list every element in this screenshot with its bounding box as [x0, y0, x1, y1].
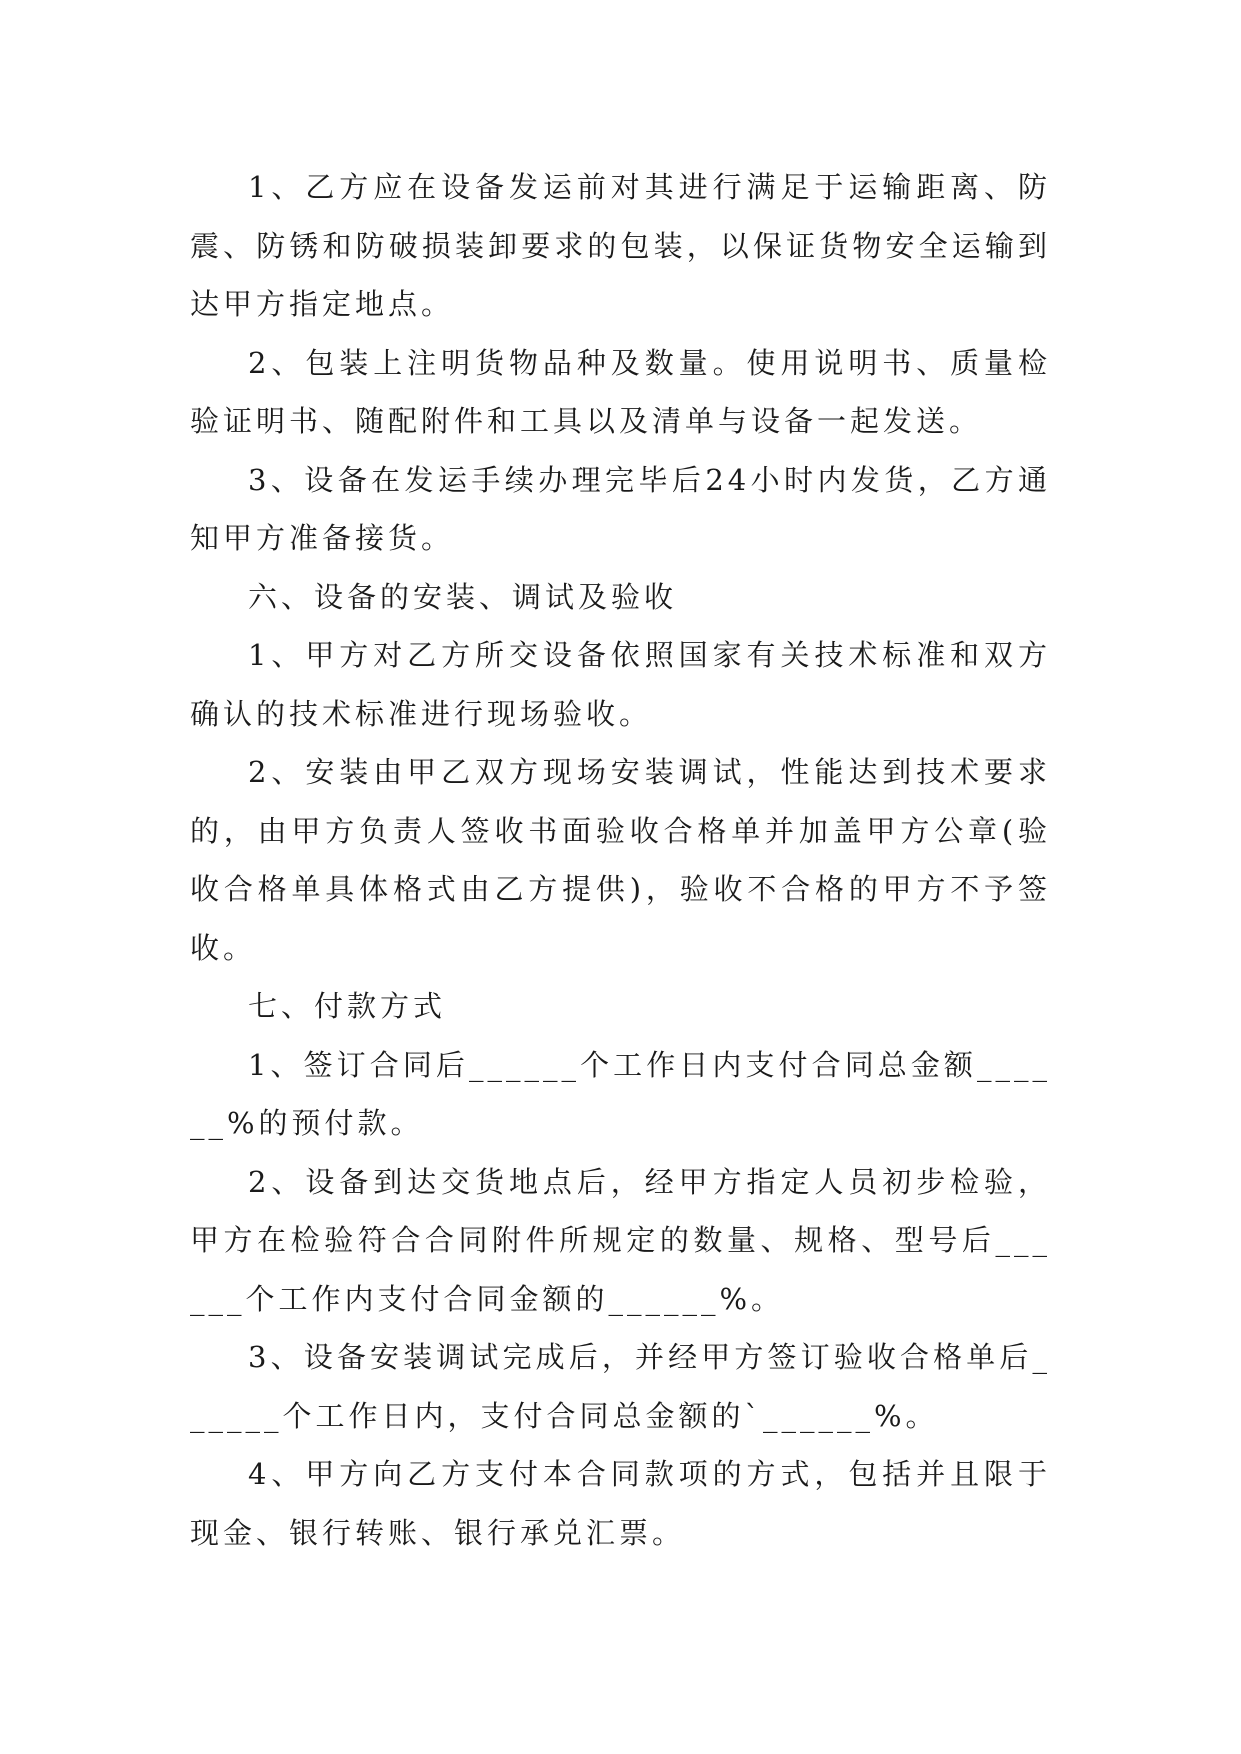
clause-6-2-installation: 2、安装由甲乙双方现场安装调试，性能达到技术要求的，由甲方负责人签收书面验收合格单并加盖甲方公章(验收合格单具体格式由乙方提供)，验收不合格的甲方不予签收。 — [190, 755, 1051, 965]
section-6-heading: 六、设备的安装、调试及验收 — [248, 579, 678, 614]
clause-5-3-shipping: 3、设备在发运手续办理完毕后24小时内发货，乙方通知甲方准备接货。 — [190, 462, 1051, 555]
clause-6-1-inspection: 1、甲方对乙方所交设备依照国家有关技术标准和双方确认的技术标准进行现场验收。 — [190, 638, 1051, 731]
clause-7-1-advance-payment: 1、签订合同后______个工作日内支付合同总金额______%的预付款。 — [190, 1047, 1051, 1140]
section-7-heading: 七、付款方式 — [248, 989, 447, 1023]
clause-7-3-acceptance-payment: 3、设备安装调试完成后，并经甲方签订验收合格单后______个工作日内，支付合同总金额的`______%。 — [190, 1340, 1051, 1433]
clause-5-1-packaging: 1、乙方应在设备发运前对其进行满足于运输距离、防震、防锈和防破损装卸要求的包装，以保证货物安全运输到达甲方指定地点。 — [190, 170, 1051, 321]
clause-7-4-payment-methods: 4、甲方向乙方支付本合同款项的方式，包括并且限于现金、银行转账、银行承兑汇票。 — [190, 1457, 1051, 1550]
clause-7-2-delivery-payment: 2、设备到达交货地点后，经甲方指定人员初步检验，甲方在检验符合合同附件所规定的数量、规格、型号后______个工作内支付合同金额的______%。 — [190, 1164, 1051, 1316]
clause-5-2-labeling: 2、包装上注明货物品种及数量。使用说明书、质量检验证明书、随配附件和工具以及清单与设备一起发送。 — [190, 345, 1051, 438]
